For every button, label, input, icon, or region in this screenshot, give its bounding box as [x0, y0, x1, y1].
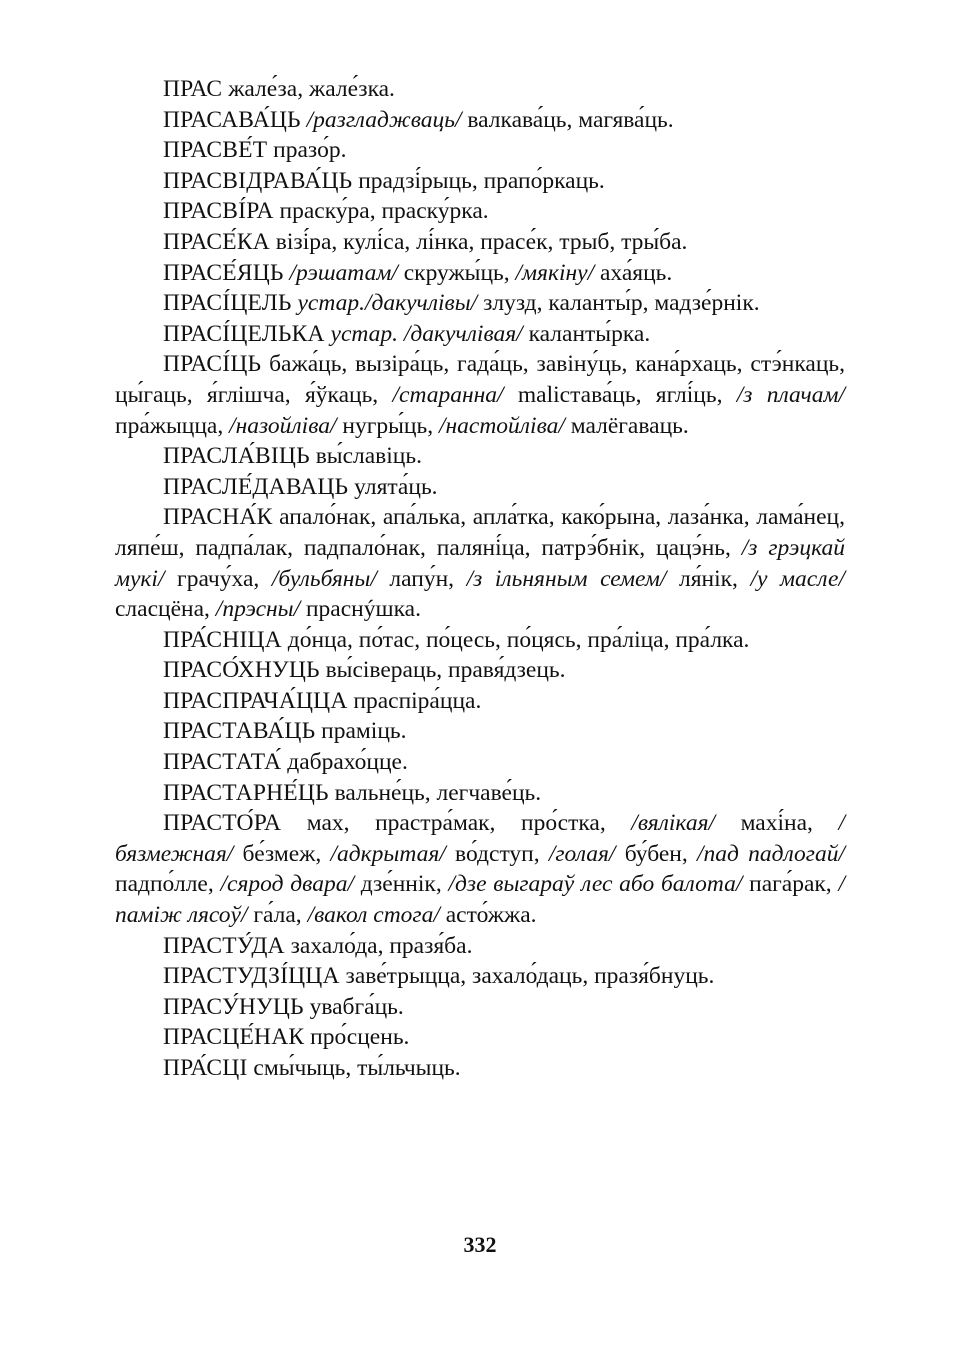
entry-synonyms: каланты́рка. [522, 320, 651, 347]
entry-headword: ПРАСЛЕ́ДАВАЦЬ [163, 473, 349, 500]
entry-usage-note: устар./дакучлівы/ [291, 290, 478, 317]
dictionary-entry [115, 1022, 845, 1053]
entry-usage-note: /пад падлогай/ [696, 840, 845, 867]
entry-headword: ПРАСЕ́КА [163, 228, 270, 255]
entry-synonyms: бу́бен, [615, 840, 697, 867]
entry-synonyms: візі́ра, кулі́са, лі́нка, прасе́к, трыб, тры́ба. [269, 228, 688, 255]
entry-synonyms: малёгаваць. [564, 412, 689, 439]
dictionary-entry [115, 625, 845, 656]
dictionary-entry [115, 686, 845, 717]
entry-synonyms: апало́нак, апа́лька, апла́тка, како́рына, лаза́нка, лама́нец, ляпе́ш, падпа́лак, падпало́нак, паляні́ца, патрэ́бнік, цацэ́нь, [115, 504, 845, 561]
dictionary-entry [115, 288, 845, 319]
dictionary-entry [115, 227, 845, 258]
dictionary-entry [115, 319, 845, 350]
entry-synonyms: пра́жыцца, [115, 412, 230, 439]
dictionary-entry [115, 74, 845, 105]
entry-usage-note: /паміж лясоў/ [115, 871, 845, 929]
entry-headword: ПРАСЛА́ВІЦЬ [163, 443, 310, 470]
entry-headword: ПРА́СЦІ [163, 1055, 248, 1081]
entry-synonyms: вы́сівераць, правя́дзець. [319, 657, 566, 684]
entry-synonyms: махі́на, [715, 810, 839, 837]
entry-headword: ПРАСЦЕ́НАК [163, 1024, 305, 1051]
entry-usage-note: /адкрытая/ [330, 840, 446, 867]
dictionary-entry [115, 166, 845, 197]
entry-synonyms: асто́жжа. [439, 902, 537, 929]
entry-usage-note: /голая/ [548, 840, 616, 867]
entry-usage-note: /у масле/ [750, 565, 845, 592]
entry-synonyms: аха́яць. [594, 259, 673, 286]
dictionary-entry [115, 778, 845, 809]
dictionary-entry [115, 105, 845, 136]
entry-headword: ПРАСНА́К [163, 504, 273, 531]
entry-synonyms: мах, прастра́мак, про́стка, [281, 810, 632, 837]
entry-synonyms: дабрахо́цце. [281, 749, 408, 776]
entry-usage-note: /назойліва/ [229, 412, 337, 439]
entry-usage-note: /старанна/ [392, 381, 504, 408]
entry-synonyms: праміць. [315, 718, 407, 745]
entry-headword: ПРАСО́ХНУЦЬ [163, 657, 320, 684]
entry-headword: ПРАСВЕ́Т [163, 137, 268, 164]
entry-synonyms: праску́ра, праску́рка. [273, 198, 489, 225]
entry-usage-note: /разгладжваць/ [300, 106, 462, 133]
entry-headword: ПРАСІ́ЦЕЛЬ [163, 290, 292, 317]
entry-usage-note: /з плачам/ [736, 381, 845, 408]
entry-usage-note: /вялікая/ [631, 810, 716, 837]
entry-synonyms: нугры́ць, [336, 412, 439, 439]
entry-usage-note: /з грэцкай мукі/ [115, 534, 846, 592]
entry-synonyms: скружы́ць, [397, 259, 516, 286]
dictionary-entry [115, 196, 845, 227]
entry-synonyms: вы́славіць. [309, 443, 422, 470]
entry-headword: ПРАСТУДЗІ́ЦЦА [163, 963, 340, 990]
entry-synonyms: до́нца, по́тас, по́цесь, по́цясь, пра́ліца, пра́лка. [281, 626, 750, 653]
entry-synonyms: сласцёна, [115, 596, 216, 623]
entry-synonyms: праспіра́цца. [347, 687, 482, 714]
entry-usage-note: /прэсны/ [215, 596, 301, 623]
entry-synonyms: пага́рак, [742, 871, 839, 898]
entry-synonyms: смы́чыць, ты́льчыць. [247, 1055, 461, 1081]
dictionary-entry [115, 502, 845, 624]
entry-usage-note: /бязмежная/ [115, 810, 845, 867]
entry-usage-note: /вакол стога/ [307, 902, 440, 929]
dictionary-page [115, 74, 845, 1084]
entry-headword: ПРАС [163, 76, 223, 102]
entry-synonyms: лапу́н, [376, 565, 467, 592]
entry-synonyms: валкава́ць, магява́ць. [461, 106, 674, 133]
entry-synonyms: падпо́лле, [115, 871, 221, 898]
entry-synonyms: га́ла, [247, 902, 308, 929]
dictionary-entry [115, 961, 845, 992]
entry-synonyms: прадзі́рыць, прапо́ркаць. [352, 167, 605, 194]
entry-synonyms: ля́нік, [666, 565, 751, 592]
entry-usage-note: устар. /дакучлівая/ [324, 320, 523, 347]
entry-synonyms: грачу́ха, [164, 565, 272, 592]
entry-headword: ПРАСПРАЧА́ЦЦА [163, 687, 348, 714]
entry-usage-note: /сярод двара/ [220, 871, 354, 898]
dictionary-entry [115, 992, 845, 1023]
entry-synonyms: про́сцень. [304, 1024, 410, 1051]
entry-synonyms: захало́да, празя́ба. [284, 932, 473, 959]
dictionary-entry [115, 747, 845, 778]
dictionary-entry [115, 349, 845, 441]
dictionary-entry [115, 1053, 845, 1084]
entry-usage-note: /мякіну/ [515, 259, 595, 286]
entry-headword: ПРАСЕ́ЯЦЬ [163, 259, 284, 286]
entry-headword: ПРАСВІ́РА [163, 198, 274, 225]
entry-headword: ПРАСТО́РА [163, 810, 282, 837]
dictionary-entry [115, 472, 845, 503]
entry-headword: ПРАСІ́ЦЕЛЬКА [163, 320, 325, 347]
entry-synonyms: вальне́ць, легчаве́ць. [328, 779, 542, 806]
dictionary-entry [115, 655, 845, 686]
entry-synonyms: празо́р. [267, 137, 347, 164]
entry-headword: ПРА́СНІЦА [163, 626, 282, 653]
entry-headword: ПРАСУ́НУЦЬ [163, 993, 304, 1020]
entry-synonyms: во́дступ, [445, 840, 549, 867]
entry-headword: ПРАСІ́ЦЬ [163, 351, 262, 378]
entry-synonyms: злузд, каланты́р, мадзе́рнік. [477, 290, 760, 317]
entry-synonyms: жале́за, жале́зка. [222, 76, 395, 102]
entry-usage-note: /настойліва/ [438, 412, 565, 439]
entry-synonyms: улята́ць. [348, 473, 438, 500]
page-number: 332 [463, 1232, 497, 1257]
entry-synonyms: увабга́ць. [303, 993, 404, 1020]
entry-synonyms: дзе́ннік, [353, 871, 449, 898]
dictionary-entry [115, 808, 845, 930]
entry-headword: ПРАСТАВА́ЦЬ [163, 718, 316, 745]
dictionary-entry [115, 258, 845, 289]
entry-synonyms: бажа́ць, вызіра́ць, гада́ць, завіну́ць, кана́рхаць, стэ́нкаць, цы́гаць, я́глішча, я́ўкаць, [115, 351, 845, 408]
entry-headword: ПРАСТАРНЕ́ЦЬ [163, 779, 329, 806]
entry-synonyms: malістава́ць, яглі́ць, [503, 381, 737, 408]
dictionary-entry [115, 716, 845, 747]
entry-usage-note: /бульбяны/ [271, 565, 377, 592]
dictionary-entry [115, 135, 845, 166]
entry-headword: ПРАСАВА́ЦЬ [163, 106, 301, 133]
entry-synonyms: заве́трыцца, захало́даць, празя́бнуць. [339, 963, 715, 990]
dictionary-entry [115, 441, 845, 472]
entry-usage-note: /рэшатам/ [283, 259, 398, 286]
entry-usage-note: /дзе выгараў лес або балота/ [448, 871, 743, 898]
entry-usage-note: /з ільняным семем/ [466, 565, 667, 592]
entry-headword: ПРАСВІДРАВА́ЦЬ [163, 167, 353, 194]
entry-headword: ПРАСТУ́ДА [163, 932, 285, 959]
entry-headword: ПРАСТАТА́ [163, 749, 282, 776]
dictionary-entry [115, 931, 845, 962]
entry-synonyms: бе́змеж, [233, 840, 331, 867]
entry-synonyms: праснýшка. [300, 596, 421, 623]
